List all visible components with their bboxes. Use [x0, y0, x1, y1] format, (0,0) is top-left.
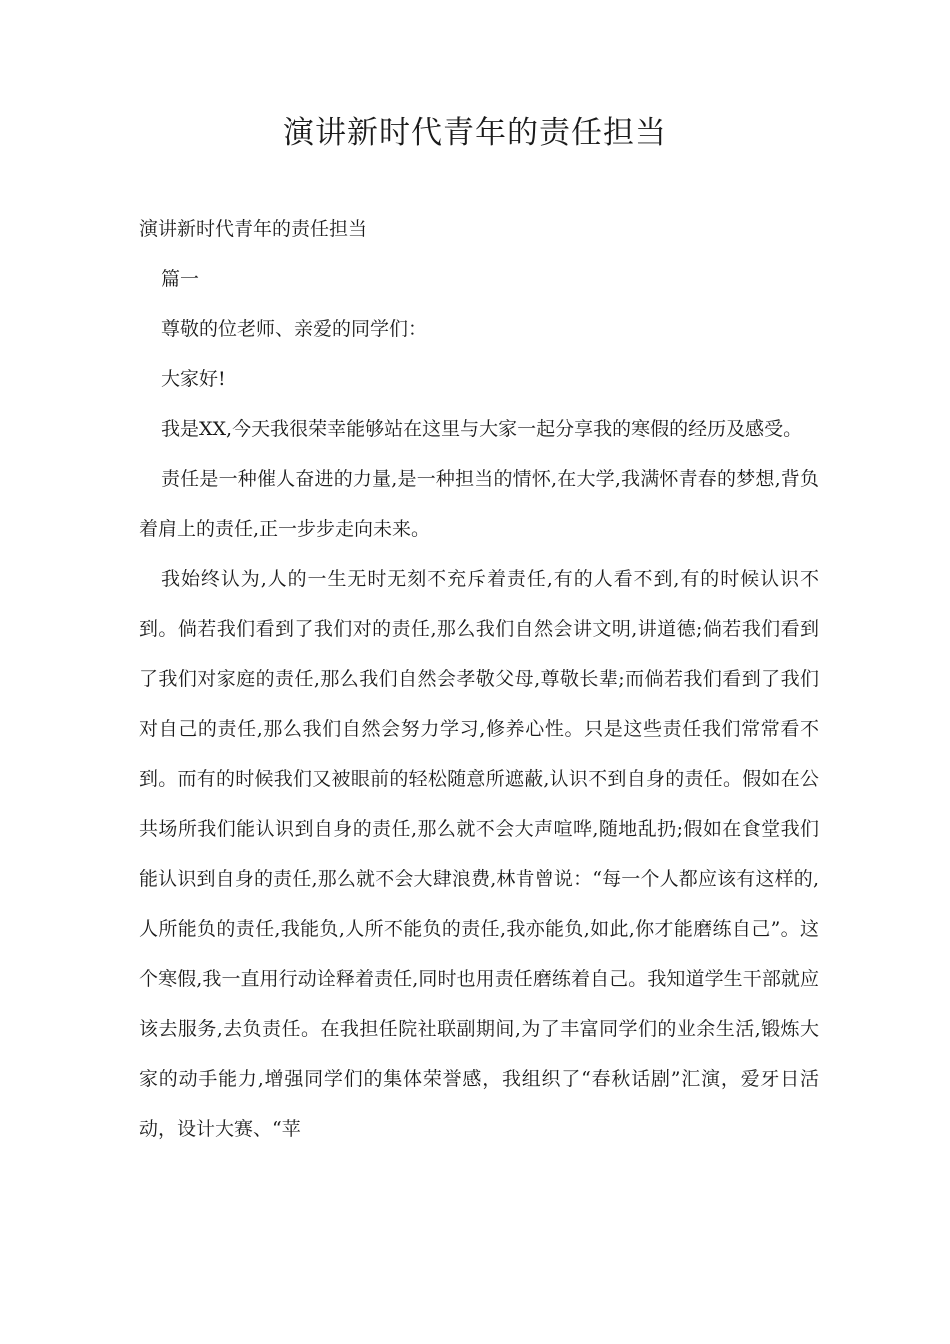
paragraph-responsibility: 责任是一种催人奋进的力量,是一种担当的情怀,在大学,我满怀青春的梦想,背负着肩上的责任,正一步步走向未来。: [139, 468, 819, 540]
document-subtitle: 演讲新时代青年的责任担当: [139, 218, 368, 240]
document-title: 演讲新时代青年的责任担当: [283, 115, 667, 151]
paragraph-intro: 我是XX,今天我很荣幸能够站在这里与大家一起分享我的寒假的经历及感受。: [161, 418, 803, 440]
paragraph-main: 我始终认为,人的一生无时无刻不充斥着责任,有的人看不到,有的时候认识不到。倘若我们看到了我们对的责任,那么我们自然会讲文明,讲道德;倘若我们看到了我们对家庭的责任,那么我们自然会孝敬父母,尊敬长辈;而倘若我们看到了我们对自己的责任,那么我们自然会努力学习,修养心性。只是这些责任我们常常看不到。而有的时候我们又被眼前的轻松随意所遮蔽,认识不到自身的责任。假如在公共场所我们能认识到自身的责任,那么就不会大声喧哗,随地乱扔;假如在食堂我们能认识到自身的责任,那么就不会大肆浪费,林肯曾说：“每一个人都应该有这样的,人所能负的责任,我能负,人所不能负的责任,我亦能负,如此,你才能磨练自己”。这个寒假,我一直用行动诠释着责任,同时也用责任磨练着自己。我知道学生干部就应该去服务,去负责任。在我担任院社联副期间,为了丰富同学们的业余生活,锻炼大家的动手能力,增强同学们的集体荣誉感，我组织了“春秋话剧”汇演，爱牙日活动，设计大赛、“苹: [139, 568, 819, 1140]
document-body: [139, 204, 819, 1154]
salutation: 尊敬的位老师、亲爱的同学们：: [161, 318, 428, 340]
section-label: 篇一: [161, 268, 200, 290]
greeting: 大家好!: [161, 368, 226, 390]
